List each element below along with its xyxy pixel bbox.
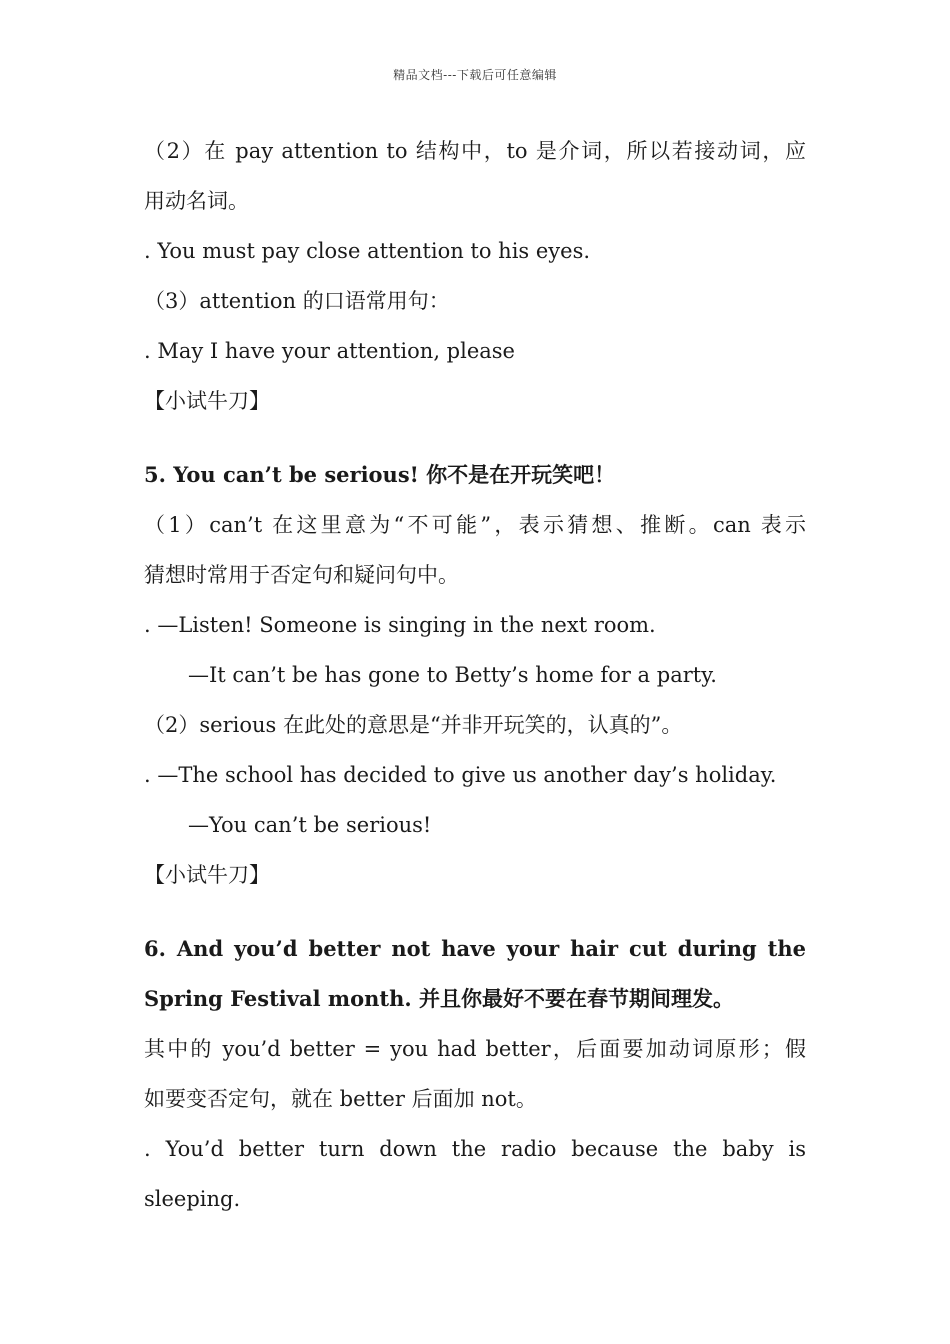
paragraph-line: 如要变否定句，就在 better 后面加 not。 <box>144 1087 537 1111</box>
paragraph-line: （2）在 pay attention to 结构中，to 是介词，所以若接动词，应 <box>144 139 806 163</box>
section-heading-5: 5. You can’t be serious! 你不是在开玩笑吧！ <box>144 462 616 487</box>
example-sentence: —You can’t be serious! <box>188 813 432 837</box>
document-body <box>144 126 806 1224</box>
section-gap <box>144 900 806 924</box>
example-sentence: . You must pay close attention to his eyes. <box>144 239 591 263</box>
practice-label: 【小试牛刀】 <box>144 863 270 887</box>
example-sentence: . —The school has decided to give us another day’s holiday. <box>144 763 777 787</box>
practice-label: 【小试牛刀】 <box>144 389 270 413</box>
paragraph-line: 用动名词。 <box>144 189 249 213</box>
paragraph-line: （1）can’t 在这里意为“不可能”，表示猜想、推断。can 表示 <box>144 513 806 537</box>
section-gap <box>144 426 806 450</box>
example-sentence: . May I have your attention, please <box>144 339 515 363</box>
paragraph-line: 其中的 you’d better = you had better，后面要加动词原形；假 <box>144 1037 806 1061</box>
paragraph-line: （2）serious 在此处的意思是“并非开玩笑的，认真的”。 <box>144 713 683 737</box>
example-sentence: sleeping. <box>144 1187 241 1211</box>
paragraph-line: （3）attention 的口语常用句： <box>144 289 450 313</box>
example-sentence: —It can’t be has gone to Betty’s home for a party. <box>188 663 717 687</box>
section-heading-6: 6. And you’d better not have your hair cut during the <box>144 936 806 961</box>
section-heading-6-cont: Spring Festival month. 并且你最好不要在春节期间理发。 <box>144 986 734 1011</box>
example-sentence: . —Listen! Someone is singing in the next room. <box>144 613 656 637</box>
example-sentence: . You’d better turn down the radio because the baby is <box>144 1137 806 1161</box>
page-header: 精品文档---下载后可任意编辑 <box>393 68 557 82</box>
paragraph-line: 猜想时常用于否定句和疑问句中。 <box>144 563 459 587</box>
